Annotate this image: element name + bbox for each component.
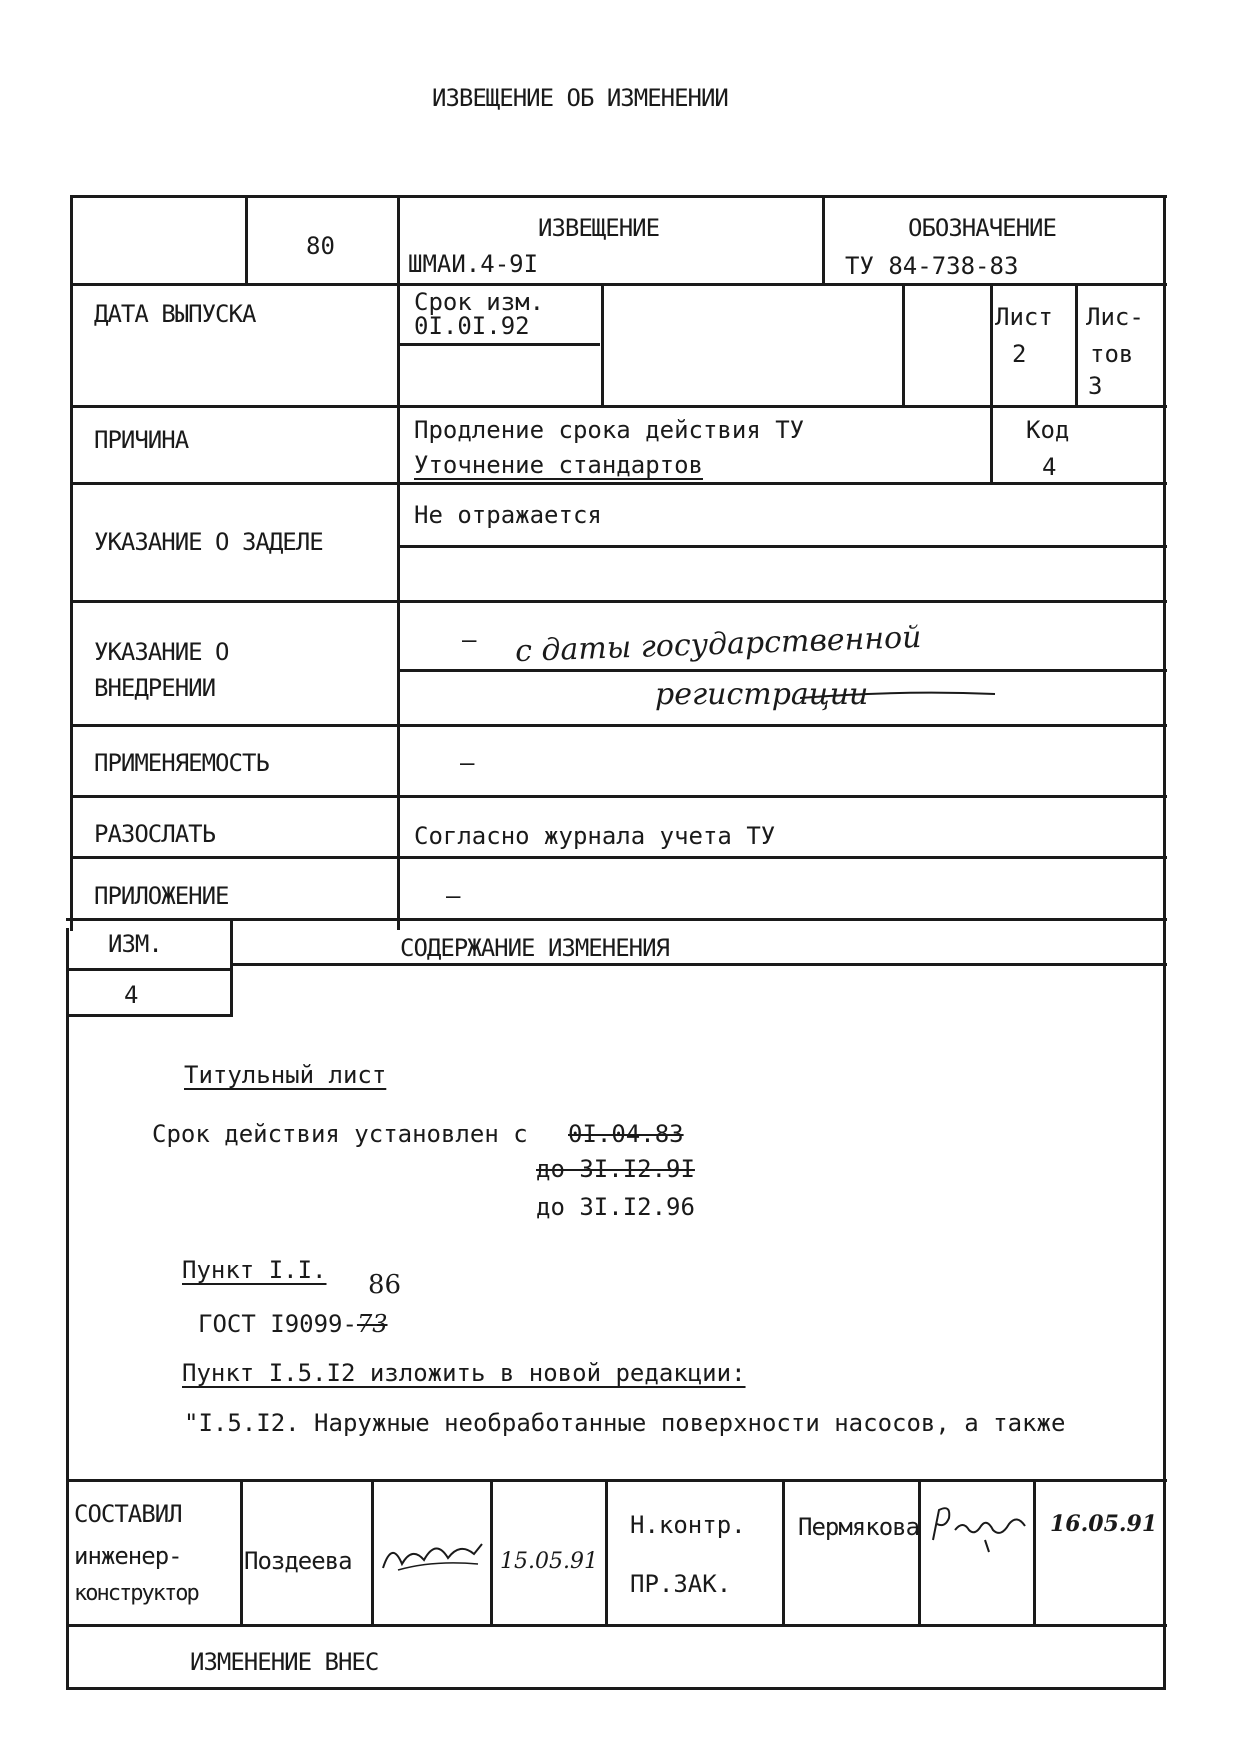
- sheets-label-a: Лис-: [1086, 303, 1144, 331]
- implementation-dash: –: [462, 626, 477, 654]
- attachment-value: –: [446, 882, 461, 910]
- norm-control-label: Н.контр.: [630, 1511, 746, 1539]
- norm-control-signature: [925, 1500, 1035, 1560]
- composer-name: Поздеева: [244, 1547, 352, 1575]
- validity-to-old: до 3I.I2.9I: [536, 1155, 695, 1183]
- composed-line-1: СОСТАВИЛ: [74, 1500, 182, 1528]
- issue-date-label: ДАТА ВЫПУСКА: [94, 300, 256, 328]
- content-label: СОДЕРЖАНИЕ ИЗМЕНЕНИЯ: [400, 934, 669, 962]
- reason-line-1: Продление срока действия ТУ: [414, 416, 805, 444]
- point1-handwritten: 86: [368, 1270, 402, 1300]
- izm-value: 4: [124, 981, 139, 1009]
- reason-code-value: 4: [1042, 453, 1057, 481]
- designation-label: ОБОЗНАЧЕНИЕ: [908, 214, 1056, 242]
- distribute-label: РАЗОСЛАТЬ: [94, 820, 216, 848]
- attachment-label: ПРИЛОЖЕНИЕ: [94, 882, 229, 910]
- implementation-handwritten-2: регистрации: [655, 677, 869, 712]
- backlog-value: Не отражается: [414, 501, 602, 529]
- sheet-value: 2: [1012, 340, 1027, 368]
- notice-label: ИЗВЕЩЕНИЕ: [538, 214, 660, 242]
- norm-control-name: Пермякова: [798, 1513, 920, 1541]
- implementation-label-1: УКАЗАНИЕ О: [94, 638, 229, 666]
- section-title: Титульный лист: [184, 1061, 387, 1089]
- deadline-value: 0I.0I.92: [414, 312, 530, 340]
- point2-heading: Пункт I.5.I2 изложить в новой редакции:: [182, 1359, 746, 1387]
- pr-zak-label: ПР.ЗАК.: [630, 1570, 732, 1598]
- composer-signature: [378, 1530, 488, 1580]
- reason-code-label: Код: [1026, 416, 1070, 444]
- deadline-label: Срок изм.: [414, 288, 545, 316]
- validity-to-new: до 3I.I2.96: [536, 1193, 695, 1221]
- page-title: ИЗВЕЩЕНИЕ ОБ ИЗМЕНЕНИИ: [432, 84, 728, 112]
- composed-line-3: конструктор: [74, 1581, 198, 1606]
- change-made-label: ИЗМЕНЕНИЕ ВНЕС: [190, 1648, 379, 1676]
- backlog-label: УКАЗАНИЕ О ЗАДЕЛЕ: [94, 528, 323, 556]
- composed-line-2: инженер-: [74, 1542, 182, 1570]
- point2-text: "I.5.I2. Наружные необработанные поверхности насосов, а также: [184, 1409, 1066, 1437]
- notice-code: ШМАИ.4-9I: [408, 250, 539, 278]
- designation-value: ТУ 84-738-83: [845, 252, 1019, 280]
- point1-label: Пункт I.I.: [182, 1256, 327, 1284]
- izm-label: ИЗМ.: [108, 930, 162, 958]
- point1-gost-old: 73: [356, 1310, 388, 1338]
- sheets-label-b: тов: [1090, 340, 1134, 368]
- reason-line-2: Уточнение стандартов: [414, 451, 703, 479]
- applicability-label: ПРИМЕНЯЕМОСТЬ: [94, 749, 269, 777]
- sheets-value: 3: [1088, 372, 1103, 400]
- implementation-handwritten-1: с даты государственной: [514, 619, 923, 670]
- validity-from-old: 0I.04.83: [568, 1120, 684, 1148]
- reason-label: ПРИЧИНА: [94, 426, 189, 454]
- implementation-label-2: ВНЕДРЕНИИ: [94, 674, 216, 702]
- sheet-label: Лист: [995, 303, 1053, 331]
- point1-gost-text: ГОСТ I9099-: [198, 1310, 357, 1338]
- distribute-value: Согласно журнала учета ТУ: [414, 822, 776, 850]
- norm-control-date: 16.05.91: [1050, 1511, 1158, 1537]
- applicability-value: –: [460, 749, 475, 777]
- validity-text: Срок действия установлен с: [152, 1120, 528, 1148]
- sheet-number: 80: [306, 232, 335, 260]
- composer-date: 15.05.91: [500, 1549, 598, 1574]
- point1-gost: [198, 1312, 388, 1336]
- handwriting-underline: [800, 688, 1000, 708]
